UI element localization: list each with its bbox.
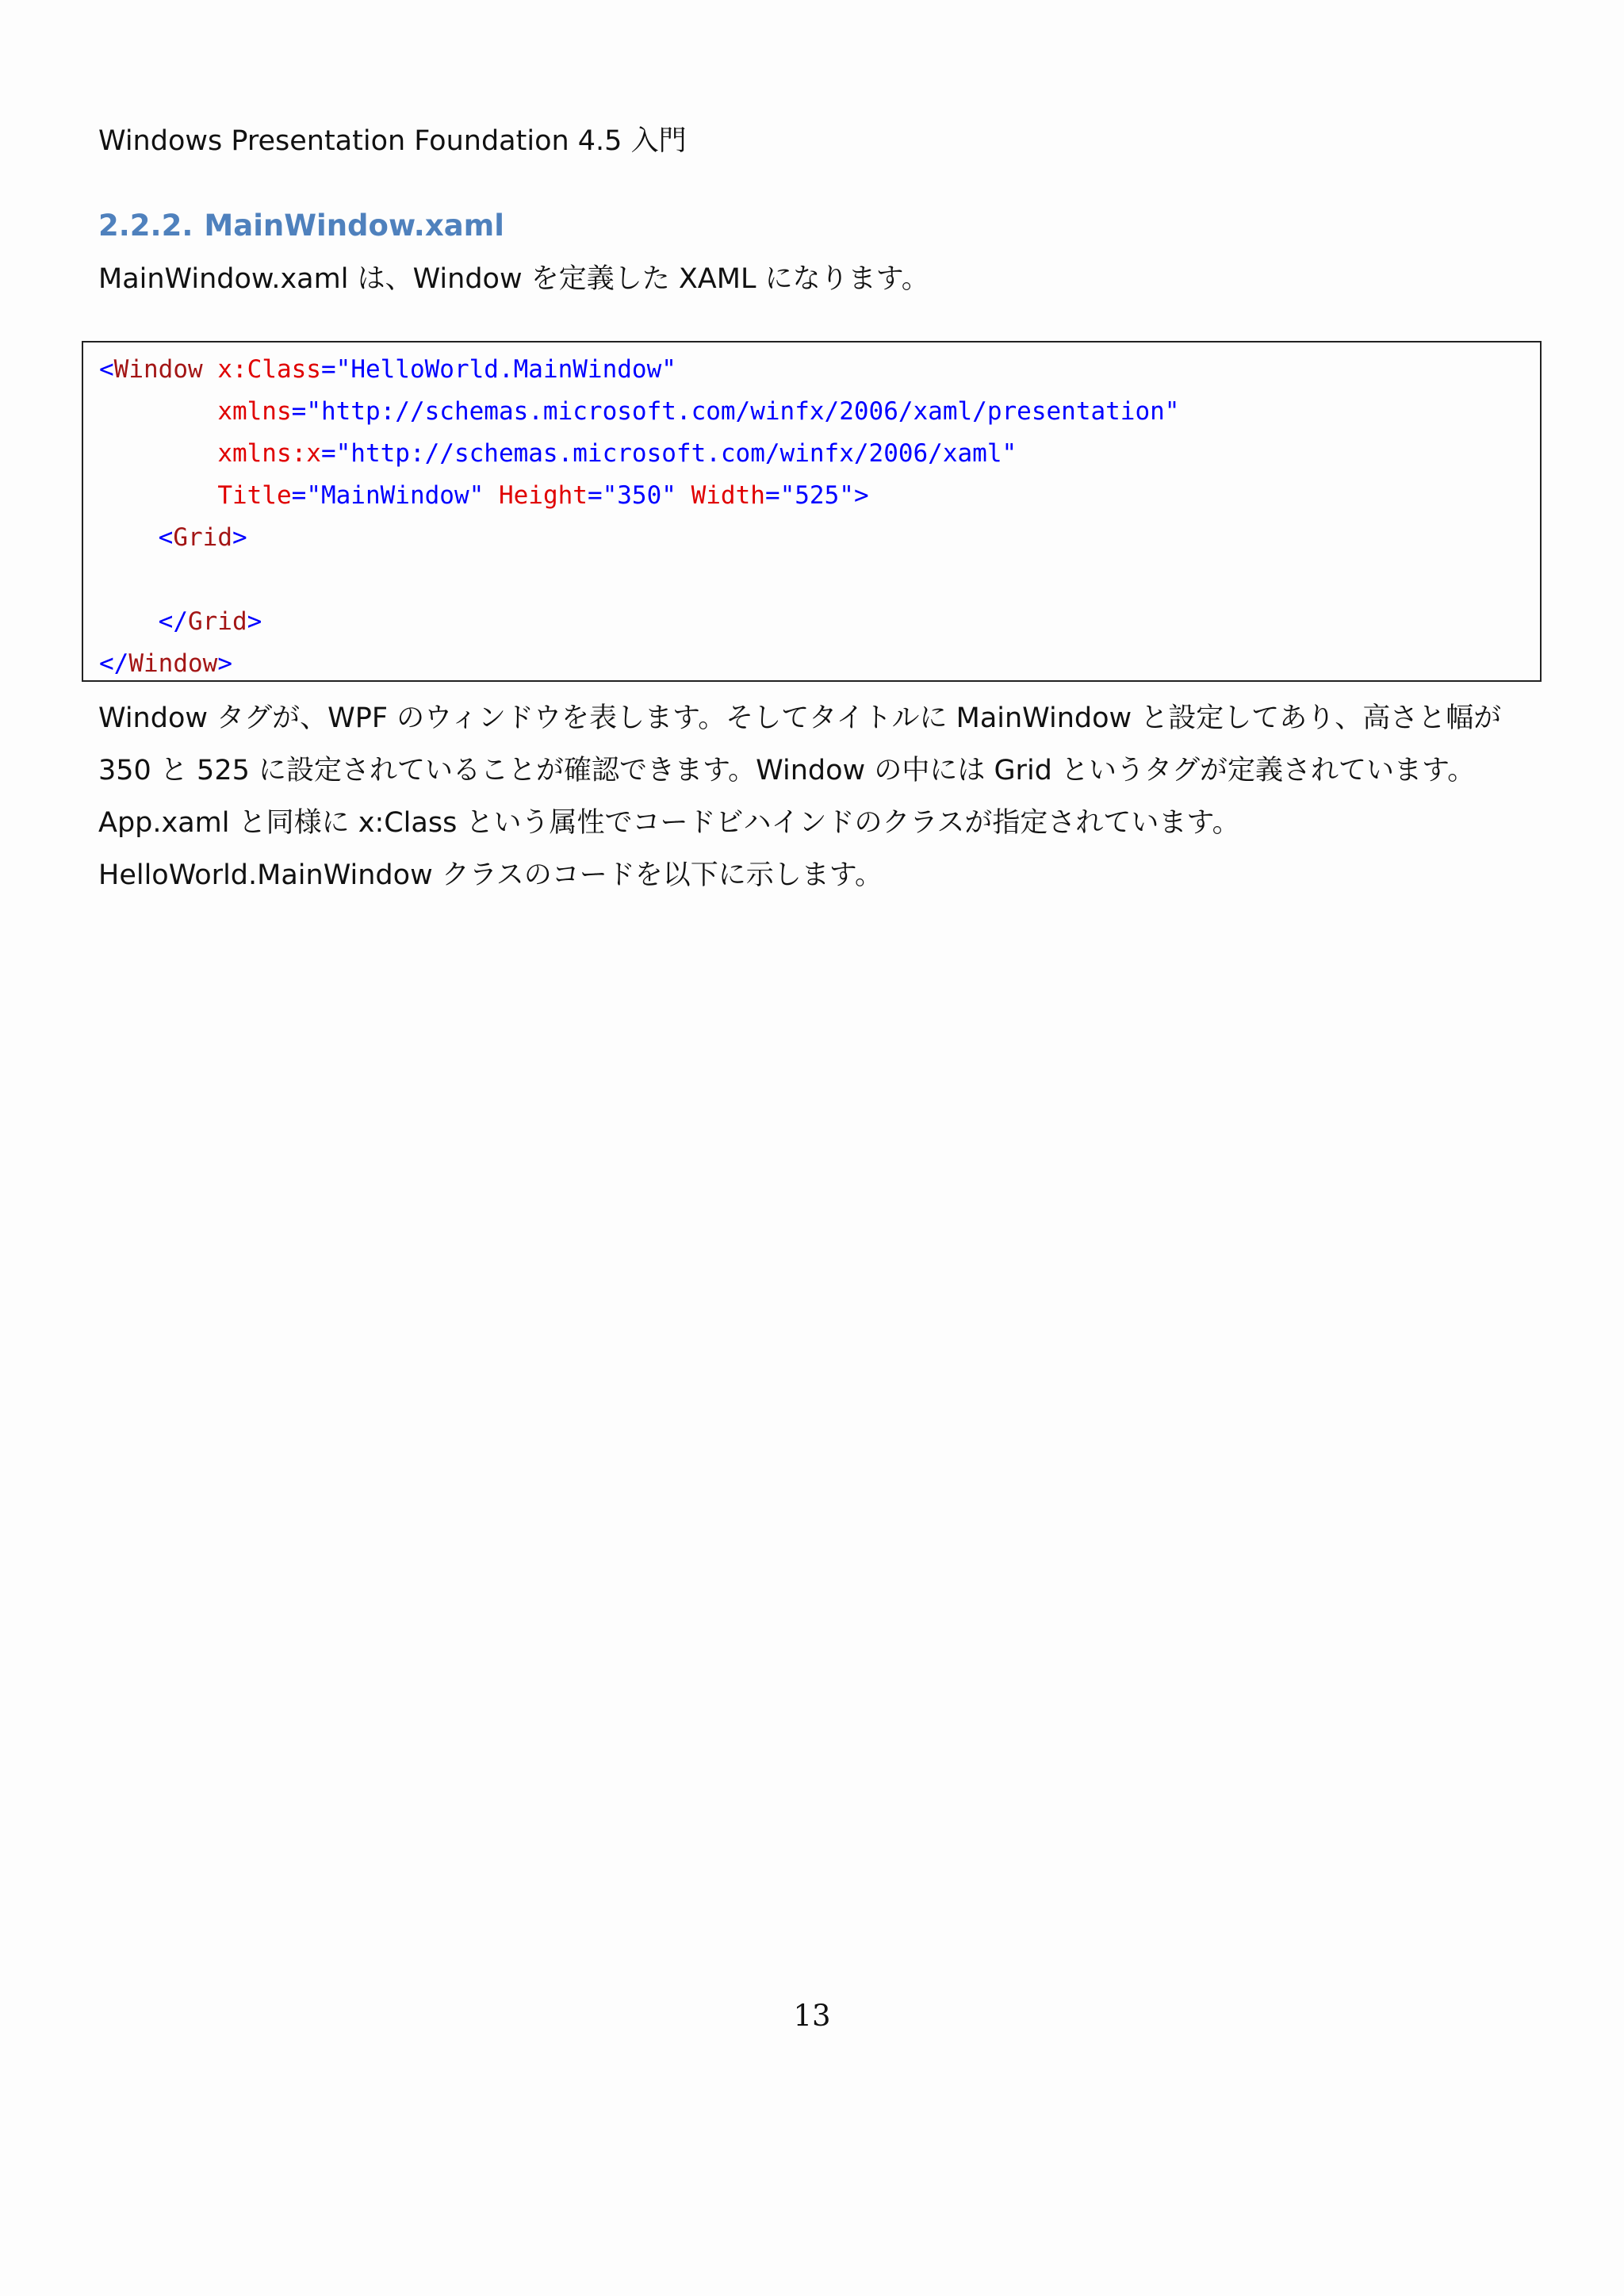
code-line-4: Title="MainWindow" Height="350" Width="525"> bbox=[217, 481, 869, 510]
code-line-6-empty bbox=[99, 559, 1540, 601]
section-number: 2.2.2. bbox=[98, 209, 193, 243]
code-line-8: </Window> bbox=[99, 649, 232, 678]
body-paragraph-3: App.xaml と同様に x:Class という属性でコードビハインドのクラスが指定されています。 bbox=[98, 807, 1240, 839]
page-number: 13 bbox=[793, 1999, 831, 2033]
code-line-3: xmlns:x="http://schemas.microsoft.com/winfx/2006/xaml" bbox=[217, 439, 1017, 468]
body-paragraph-2: 350 と 525 に設定されていることが確認できます。Window の中には Grid というタグが定義されています。 bbox=[98, 755, 1476, 786]
body-paragraph-1: Window タグが、WPF のウィンドウを表します。そしてタイトルに MainWindow と設定してあり、高さと幅が bbox=[98, 702, 1502, 734]
section-heading bbox=[98, 208, 504, 244]
code-line-1: <Window x:Class="HelloWorld.MainWindow" bbox=[99, 355, 676, 384]
running-header: Windows Presentation Foundation 4.5 入門 bbox=[98, 125, 687, 157]
code-listing bbox=[82, 341, 1542, 682]
code-line-5: <Grid> bbox=[158, 523, 247, 552]
body-text bbox=[98, 692, 1501, 901]
code-line-2: xmlns="http://schemas.microsoft.com/winfx/2006/xaml/presentation" bbox=[217, 397, 1180, 426]
code-line-7: </Grid> bbox=[158, 607, 262, 636]
section-title: MainWindow.xaml bbox=[204, 209, 504, 243]
intro-paragraph: MainWindow.xaml は、Window を定義した XAML になります。 bbox=[98, 263, 929, 295]
body-paragraph-4: HelloWorld.MainWindow クラスのコードを以下に示します。 bbox=[98, 859, 883, 891]
